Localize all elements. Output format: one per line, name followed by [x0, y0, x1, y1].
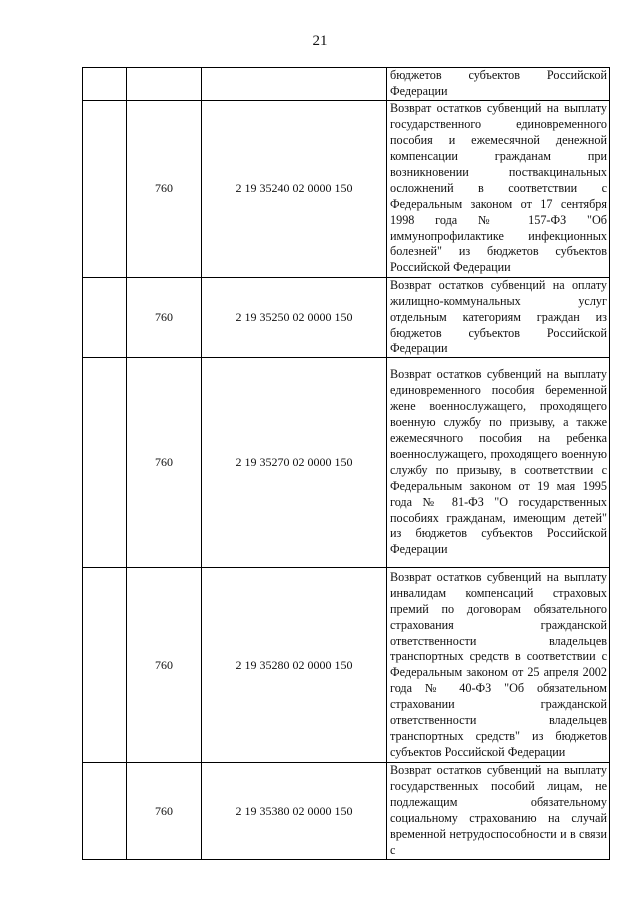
- admin-code-cell: 760: [127, 358, 202, 568]
- description-text: Возврат остатков субвенций на выплату государственного единовременного пособия и ежемесячной денежной компенсации гражданам при возникновении поствакцинальных осложнений в соответствии с Федеральным законом от 17 сентября 1998 года № 157-ФЗ "Об иммунопрофилактике инфекционных болезней" из бюджетов субъектов Российской Федерации: [390, 101, 607, 275]
- table-row: [83, 358, 610, 568]
- empty-cell: [83, 277, 127, 358]
- description-text: Возврат остатков субвенций на оплату жилищно-коммунальных услуг отдельным категориям граждан из бюджетов субъектов Российской Федерации: [390, 277, 607, 356]
- admin-code-cell: 760: [127, 568, 202, 763]
- description-cell: [387, 68, 610, 101]
- description-cell: [387, 568, 610, 763]
- page-number: 21: [312, 33, 328, 49]
- table-row: [83, 68, 610, 101]
- admin-code-cell: [127, 68, 202, 101]
- budget-code-cell: 2 19 35270 02 0000 150: [202, 358, 387, 568]
- budget-code-cell: 2 19 35380 02 0000 150: [202, 763, 387, 859]
- table-row: [83, 100, 610, 277]
- budget-code-cell: 2 19 35280 02 0000 150: [202, 568, 387, 763]
- table-row: [83, 568, 610, 763]
- description-cell: [387, 100, 610, 277]
- empty-cell: [83, 763, 127, 859]
- description-text: Возврат остатков субвенций на выплату единовременного пособия беременной жене военнослужащего, проходящего военную службу по призыву, а также ежемесячного пособия на ребенка военнослужащего, проходящего военную службу по призыву, в соответствии с Федеральным законом от 19 мая 1995 года № 81-ФЗ "О государственных пособиях гражданам, имеющим детей" из бюджетов субъектов Российской Федерации: [390, 367, 607, 557]
- budget-classification-table: [82, 67, 610, 860]
- table-row: [83, 763, 610, 859]
- admin-code-cell: 760: [127, 277, 202, 358]
- admin-code-cell: 760: [127, 763, 202, 859]
- budget-code-cell: 2 19 35240 02 0000 150: [202, 100, 387, 277]
- admin-code-cell: 760: [127, 100, 202, 277]
- empty-cell: [83, 358, 127, 568]
- empty-cell: [83, 568, 127, 763]
- description-cell: [387, 277, 610, 358]
- description-text: Возврат остатков субвенций на выплату инвалидам компенсаций страховых премий по договорам обязательного страхования гражданской ответственности владельцев транспортных средств в соответствии с Федеральным законом от 25 апреля 2002 года № 40-ФЗ "Об обязательном страховании гражданской ответственности владельцев транспортных средств" из бюджетов субъектов Российской Федерации: [390, 569, 607, 759]
- table-row: [83, 277, 610, 358]
- budget-code-cell: 2 19 35250 02 0000 150: [202, 277, 387, 358]
- empty-cell: [83, 68, 127, 101]
- budget-code-cell: [202, 68, 387, 101]
- description-cell: [387, 763, 610, 859]
- description-cell: [387, 358, 610, 568]
- empty-cell: [83, 100, 127, 277]
- description-text: Возврат остатков субвенций на выплату государственных пособий лицам, не подлежащим обязательному социальному страхованию на случай временной нетрудоспособности и в связи с: [390, 763, 607, 857]
- description-text: бюджетов субъектов Российской Федерации: [390, 68, 607, 98]
